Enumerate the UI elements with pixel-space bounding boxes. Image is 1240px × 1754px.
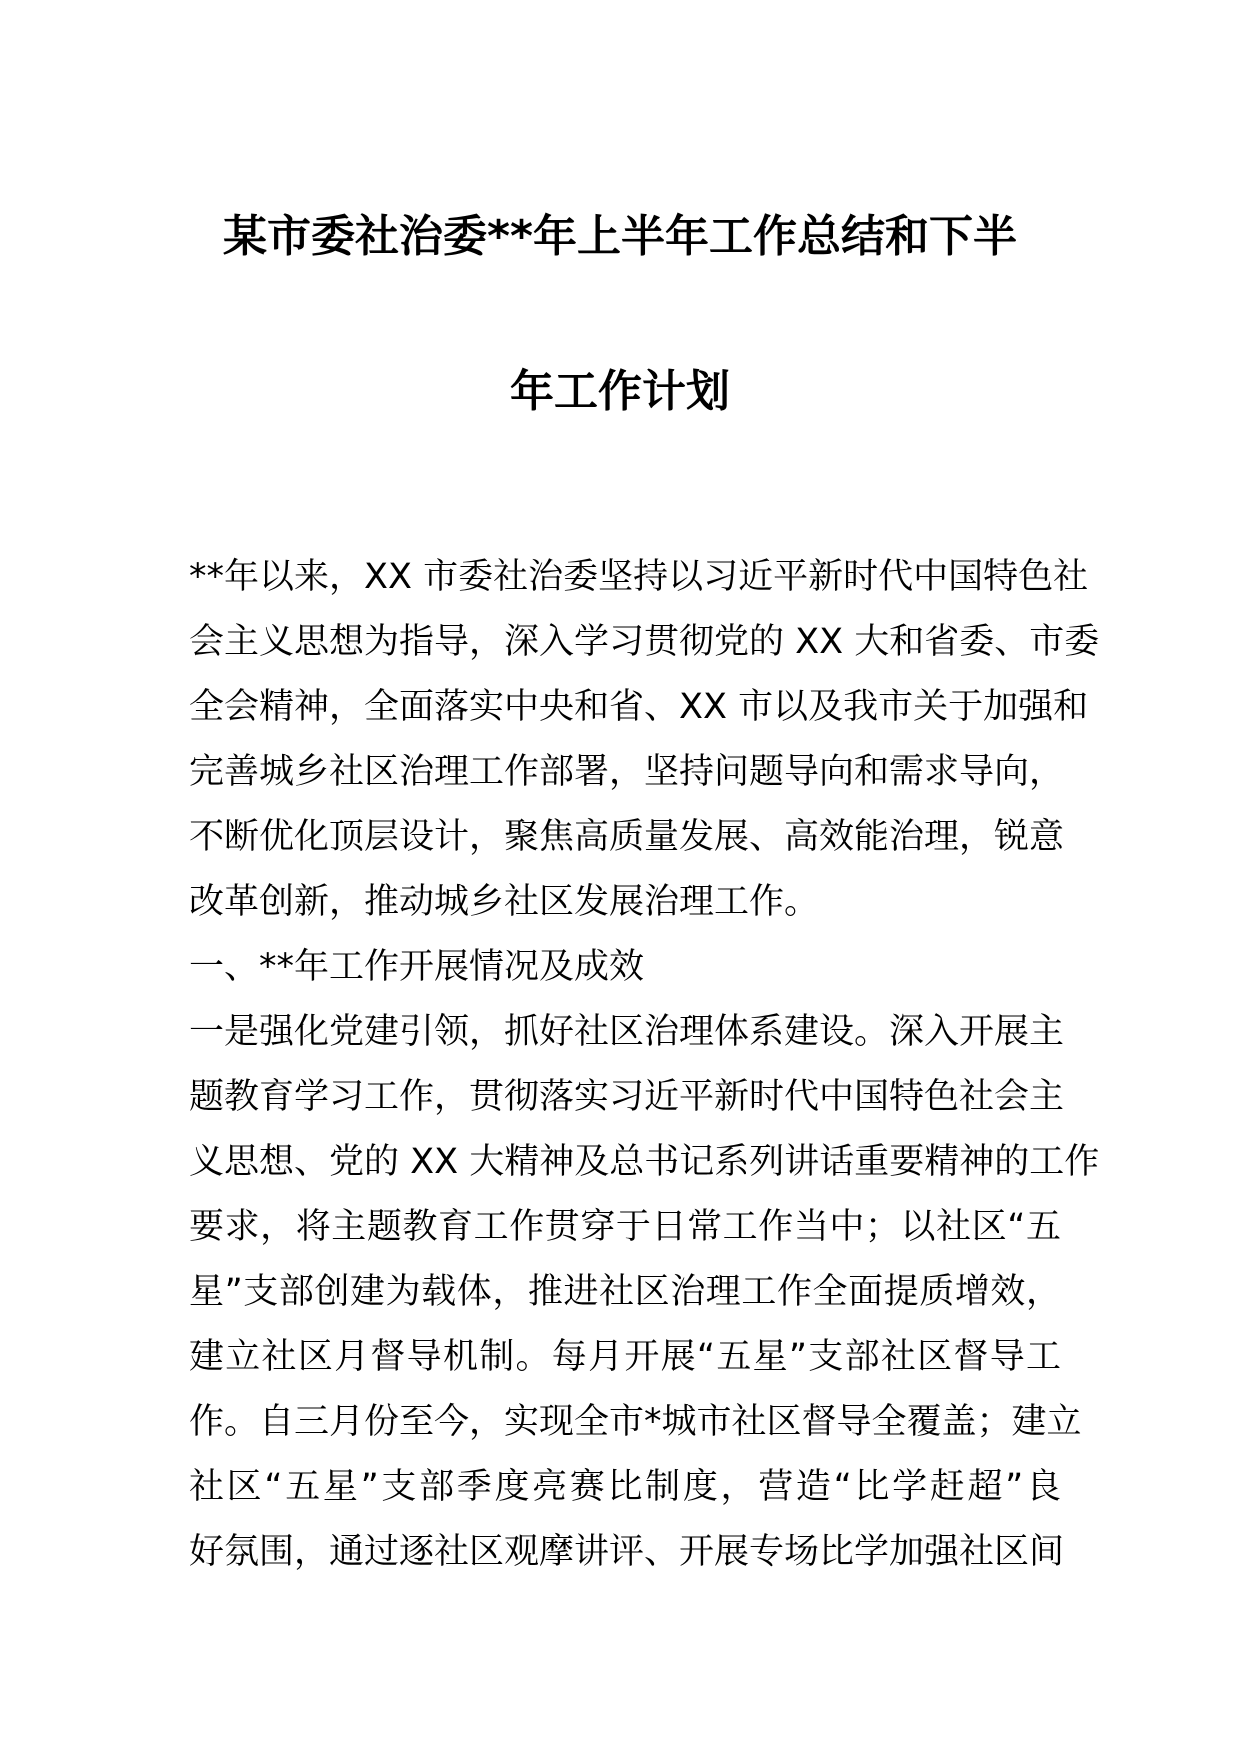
body-line: 不断优化顶层设计，聚焦高质量发展、高效能治理，锐意: [189, 817, 1065, 857]
body-line: **年以来，XX 市委社治委坚持以习近平新时代中国特色社: [189, 557, 1089, 597]
document-title-line-1: 某市委社治委**年上半年工作总结和下半: [222, 211, 1018, 262]
body-line: 星”支部创建为载体，推进社区治理工作全面提质增效，: [189, 1272, 1061, 1312]
body-line: 会主义思想为指导，深入学习贯彻党的 XX 大和省委、市委: [189, 622, 1100, 662]
body-line: 要求，将主题教育工作贯穿于日常工作当中；以社区“五: [189, 1207, 1061, 1247]
body-line: 好氛围，通过逐社区观摩讲评、开展专场比学加强社区间: [189, 1532, 1065, 1572]
body-line: 全会精神，全面落实中央和省、XX 市以及我市关于加强和: [189, 687, 1089, 727]
body-line: 题教育学习工作，贯彻落实习近平新时代中国特色社会主: [189, 1077, 1065, 1117]
body-line: 完善城乡社区治理工作部署，坚持问题导向和需求导向，: [189, 752, 1065, 792]
body-line: 改革创新，推动城乡社区发展治理工作。: [189, 882, 820, 922]
body-line: 义思想、党的 XX 大精神及总书记系列讲话重要精神的工作: [189, 1142, 1100, 1182]
section-heading: 一、**年工作开展情况及成效: [189, 947, 645, 987]
body-line: 作。自三月份至今，实现全市*城市社区督导全覆盖；建立: [189, 1402, 1082, 1442]
document-body: [189, 545, 1100, 1585]
document-title-line-2: 年工作计划: [510, 366, 730, 417]
body-line: 社区“五星”支部季度亮赛比制度，营造“比学赶超”良: [189, 1467, 1061, 1507]
body-line: 一是强化党建引领，抓好社区治理体系建设。深入开展主: [189, 1012, 1065, 1052]
body-line: 建立社区月督导机制。每月开展“五星”支部社区督导工: [189, 1337, 1061, 1377]
